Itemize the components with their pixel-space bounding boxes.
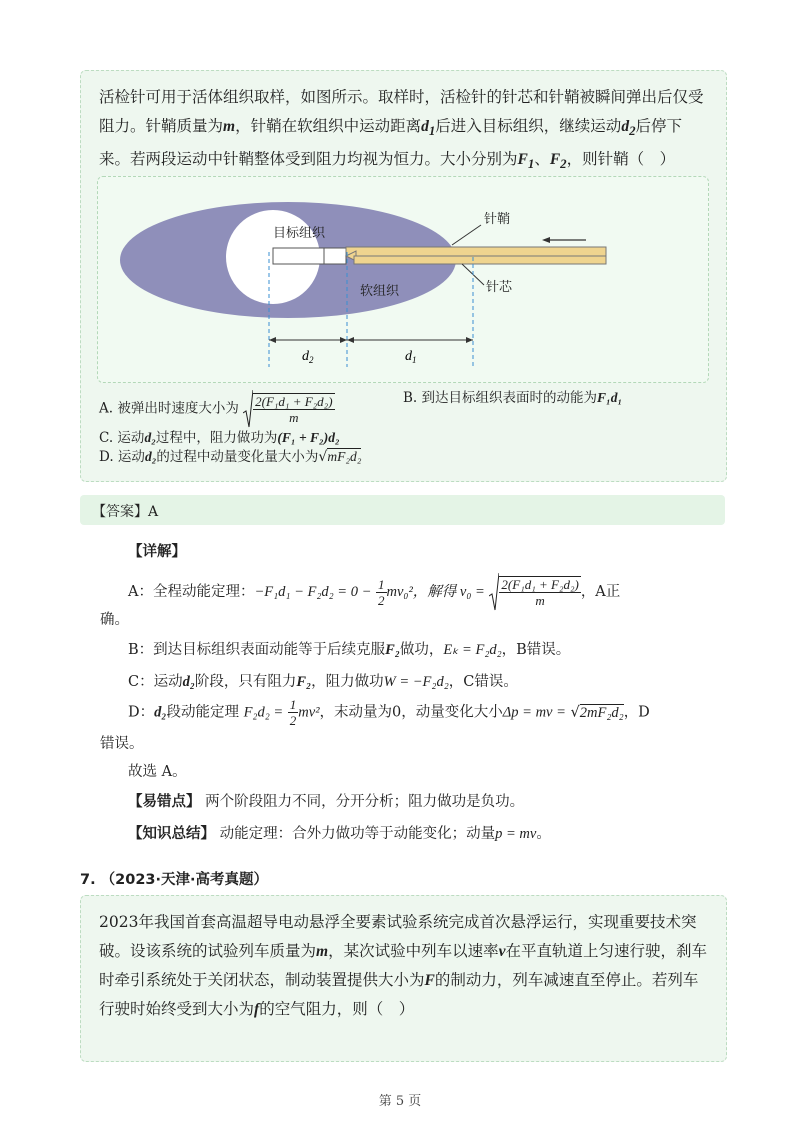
- knowledge-summary: 【知识总结】 动能定理：合外力做功等于动能变化；动量p = mv。: [128, 825, 551, 842]
- needle-core-bar: [354, 256, 606, 264]
- stem-text: ，针鞘在软组织中运动距离: [235, 117, 422, 135]
- label-sheath: 针鞘: [484, 212, 511, 227]
- question-6-card: [80, 70, 727, 482]
- answer-bar: [80, 495, 725, 525]
- label-core: 针芯: [486, 280, 513, 295]
- math-m: m: [223, 118, 236, 135]
- answer-label: 【答案】A: [92, 504, 159, 520]
- label-d2: $d_2$: [302, 349, 314, 365]
- needle-sheath-upper: [346, 247, 606, 256]
- label-soft-tissue: 软组织: [360, 284, 400, 299]
- math-d2: $d_2$: [621, 118, 636, 139]
- detail-c: C：运动d₂阶段，只有阻力F₂，阻力做功W = −F₂d₂，C错误。: [128, 674, 518, 690]
- option-a: A. 被弹出时速度大小为 $\frac{\text{2(F₁d₁ + F₂d₂)}}{m}$: [99, 389, 335, 429]
- page-number: 第 5 页: [378, 1094, 422, 1109]
- question-6-stem: 活检针可用于活体组织取样，如图所示。取样时，活检针的针芯和针鞘被瞬间弹出后仅受阻力。针鞘质量为m，针鞘在软组织中运动距离$d_1$后进入目标组织，继续运动$d_2$后停下来。若两段运动中针鞘整体受到阻力均视为恒力。大小分别为$F_1$、$F_2$，则针鞘（ ）: [99, 88, 704, 172]
- label-target-tissue: 目标组织: [273, 226, 326, 241]
- detail-heading: 【详解】: [128, 543, 186, 560]
- detail-choose: 故选 A。: [128, 764, 187, 780]
- math-F2: $F_2$: [549, 151, 567, 172]
- math-d1: $d_1$: [421, 118, 436, 139]
- question-7-card: [80, 895, 727, 1062]
- question-7-header: 7. （2023·天津·高考真题）: [80, 872, 269, 888]
- error-point: 【易错点】 两个阶段阻力不同，分开分析；阻力做功是负功。: [128, 793, 525, 810]
- detail-a: A：全程动能定理：−F₁d₁ − F₂d₂ = 0 − $\frac{1}{2}$ mv₀²，解得 v₀ = $\frac{\text{2(F₁d₁ + F₂d₂)}}{m}$ ，A正: [128, 572, 728, 612]
- detail-a-end: 确。: [100, 612, 129, 628]
- question-7-stem: 2023年我国首套高温超导电动悬浮全要素试验系统完成首次悬浮运行，实现重要技术突破。设该系统的试验列车质量为m，某次试验中列车以速率v在平直轨道上匀速行驶，刹车时牵引系统处于关闭状态，制动装置提供大小为F的制动力，列车减速直至停止。若列车行驶时始终受到大小为f的空气阻力，则（ ）: [99, 913, 707, 1018]
- option-a-sqrt: $\frac{\text{2(F₁d₁ + F₂d₂)}}{m}$: [243, 389, 334, 429]
- needle-core-inner: [273, 248, 346, 264]
- detail-d: D：d₂段动能定理 F₂d₂ = $\frac{1}{2}$ mv²，末动量为0，动量变化大小Δp = mv = √2mF₂d₂，D: [128, 697, 650, 728]
- needle-diagram: [98, 177, 708, 382]
- detail-b: B：到达目标组织表面动能等于后续克服F₂做功，Eₖ = F₂d₂，B错误。: [128, 642, 571, 658]
- stem-text: 后进入目标组织，继续运动: [435, 117, 622, 135]
- detail-d-end: 错误。: [100, 736, 144, 752]
- stem-text: 后停下来。若两段运动中针鞘整体受到阻力均视为恒力。大小分别为: [99, 117, 683, 169]
- label-d1: $d_1$: [405, 349, 417, 365]
- option-d: D. 运动d₂的过程中动量变化量大小为√mF₂d₂: [99, 449, 362, 465]
- option-b: B. 到达目标组织表面时的动能为F₁d₁: [403, 390, 623, 406]
- stem-text: 活检针可用于活体组织取样，如图所示。取样时，活检针的针芯和针鞘被瞬间弹出后仅受阻力。针鞘质量为: [99, 88, 704, 135]
- math-F1: $F_1$: [517, 151, 535, 172]
- stem-text: ，则针鞘（ ）: [566, 150, 676, 169]
- needle-figure: [97, 176, 709, 383]
- option-c: C. 运动d₂过程中，阻力做功为(F₁ + F₂)d₂: [99, 430, 340, 446]
